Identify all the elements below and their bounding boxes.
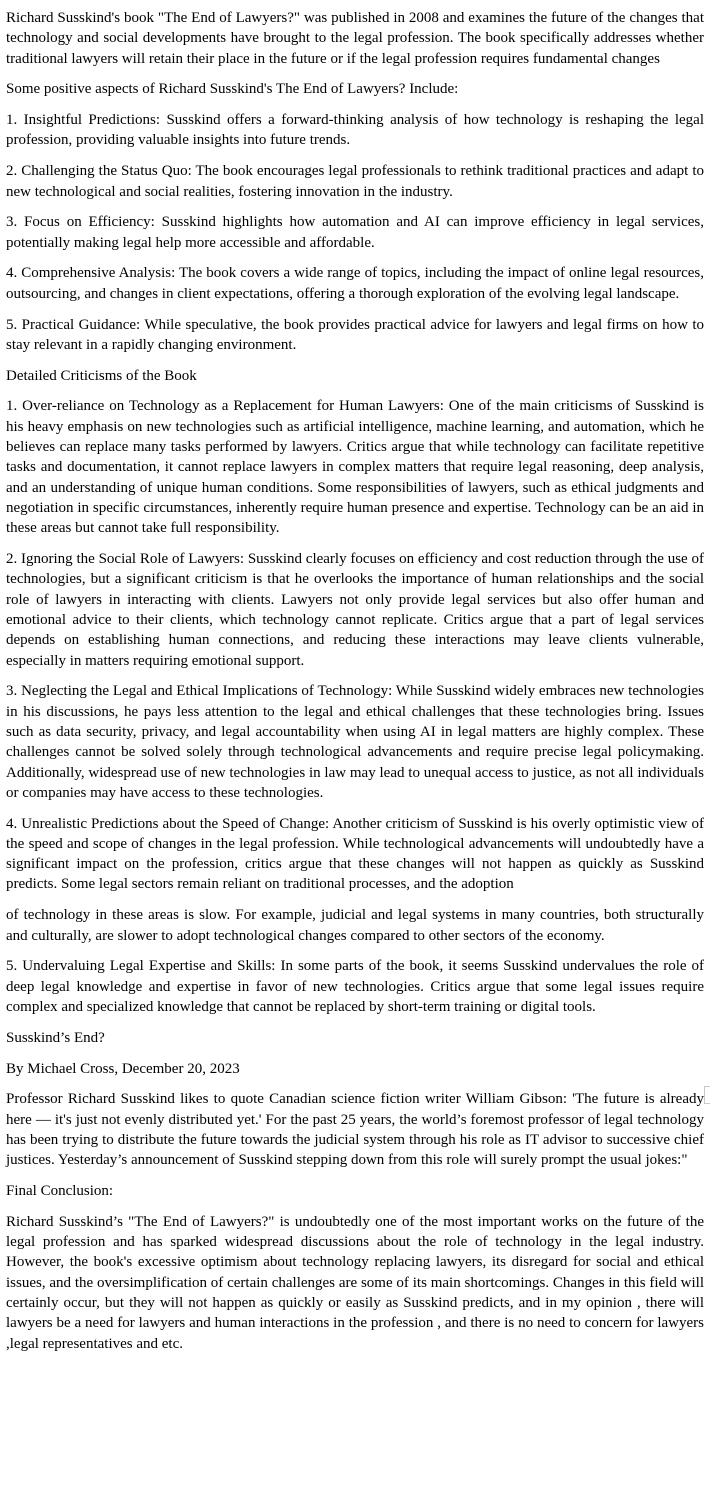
criticism-item-5: 5. Undervaluing Legal Expertise and Skills: In some parts of the book, it seems Susskind undervalues the role of deep legal knowledge and expertise in favor of new technologies. Critics argue that some legal issues require complex and specialized knowledge that cannot be replaced by short-term training or digital tools. xyxy=(6,958,704,1015)
criticism-item-1: 1. Over-reliance on Technology as a Replacement for Human Lawyers: One of the main criticisms of Susskind is his heavy emphasis on new technologies such as artificial intelligence, machine learning, and automation, which he believes can replace many tasks performed by lawyers. Critics argue that while technology can facilitate repetitive tasks and documentation, it cannot replace lawyers in complex matters that require legal reasoning, deep analysis, and an understanding of unique human conditions. Some responsibilities of lawyers, such as ethical judgments and negotiation in specific circumstances, inherently require human presence and expertise. Technology can be an aid in these areas but cannot take full responsibility. xyxy=(6,398,704,537)
criticism-item-4: 4. Unrealistic Predictions about the Speed of Change: Another criticism of Susskind is his overly optimistic view of the speed and scope of changes in the legal profession. While technological advancements will undoubtedly have a significant impact on the profession, critics argue that these changes will not happen as quickly as Susskind predicts. Some legal sectors remain reliant on traditional processes, and the adoption xyxy=(6,815,704,893)
criticism-item-4-continuation: of technology in these areas is slow. For example, judicial and legal systems in many countries, both structurally and culturally, are slower to adopt technological changes compared to other sectors of the economy. xyxy=(6,907,704,944)
intro-paragraph: Richard Susskind's book "The End of Lawyers?" was published in 2008 and examines the future of the changes that technology and social developments have brought to the legal profession. The book specifically addresses whether traditional lawyers will retain their place in the future or if the legal profession requires fundamental changes xyxy=(6,10,704,67)
criticism-item-2: 2. Ignoring the Social Role of Lawyers: Susskind clearly focuses on efficiency and cost reduction through the use of technologies, but a significant criticism is that he overlooks the importance of human relationships and the social role of lawyers in interacting with clients. Lawyers not only provide legal services but also offer human and emotional advice to their clients, which technology cannot replicate. Critics argue that a part of legal services depends on establishing human connections, and reducing these interactions may leave clients vulnerable, especially in matters requiring emotional support. xyxy=(6,551,704,669)
positive-aspects-lead: Some positive aspects of Richard Susskind's The End of Lawyers? Include: xyxy=(6,81,459,98)
criticism-item-3: 3. Neglecting the Legal and Ethical Implications of Technology: While Susskind widely embraces new technologies in his discussions, he pays less attention to the legal and ethical challenges that these technologies bring. Issues such as data security, privacy, and legal accountability when using AI in legal matters are highly complex. These challenges cannot be solved solely through technological advancements and require precise legal policymaking. Additionally, widespread use of new technologies in law may lead to unequal access to justice, as not all individuals or companies may have access to these technologies. xyxy=(6,683,704,801)
positive-aspect-item-3: 3. Focus on Efficiency: Susskind highlights how automation and AI can improve efficiency in legal services, potentially making legal help more accessible and affordable. xyxy=(6,214,704,251)
positive-aspect-item-1: 1. Insightful Predictions: Susskind offers a forward-thinking analysis of how technology is reshaping the legal profession, providing valuable insights into future trends. xyxy=(6,112,704,149)
byline: By Michael Cross, December 20, 2023 xyxy=(6,1060,240,1077)
right-margin-artifact-mark xyxy=(704,1086,710,1104)
positive-aspect-item-5: 5. Practical Guidance: While speculative, the book provides practical advice for lawyers and legal firms on how to stay relevant in a rapidly changing environment. xyxy=(6,316,704,353)
positive-aspect-item-4: 4. Comprehensive Analysis: The book covers a wide range of topics, including the impact of online legal resources, outsourcing, and changes in client expectations, offering a thorough exploration of the evolving legal landscape. xyxy=(6,265,704,302)
final-conclusion-paragraph: Richard Susskind’s "The End of Lawyers?" is undoubtedly one of the most important works on the future of the legal profession and has sparked widespread discussions about the role of technology in the legal industry. However, the book's excessive optimism about technology replacing lawyers, its disregard for social and ethical issues, and the oversimplification of certain challenges are some of its main shortcomings. Changes in this field will certainly occur, but they will not happen as quickly or easily as Susskind predicts, and in my opinion , there will lawyers be a need for lawyers and human interactions in the profession , and there is no need to concern for lawyers ,legal representatives and etc. xyxy=(6,1213,704,1352)
gibson-quote-paragraph: Professor Richard Susskind likes to quote Canadian science fiction writer William Gibson: 'The future is already here — it's just not evenly distributed yet.' For the past 25 years, the world’s foremost professor of legal technology has been trying to distribute the future towards the judicial system through his role as IT advisor to successive chief justices. Yesterday’s announcement of Susskind stepping down from this role will surely prompt the usual jokes:" xyxy=(6,1091,704,1169)
susskinds-end-heading: Susskind’s End? xyxy=(6,1029,105,1046)
criticisms-section-heading: Detailed Criticisms of the Book xyxy=(6,367,197,384)
final-conclusion-heading: Final Conclusion: xyxy=(6,1183,114,1200)
positive-aspect-item-2: 2. Challenging the Status Quo: The book encourages legal professionals to rethink traditional practices and adapt to new technological and social realities, fostering innovation in the industry. xyxy=(6,163,704,200)
